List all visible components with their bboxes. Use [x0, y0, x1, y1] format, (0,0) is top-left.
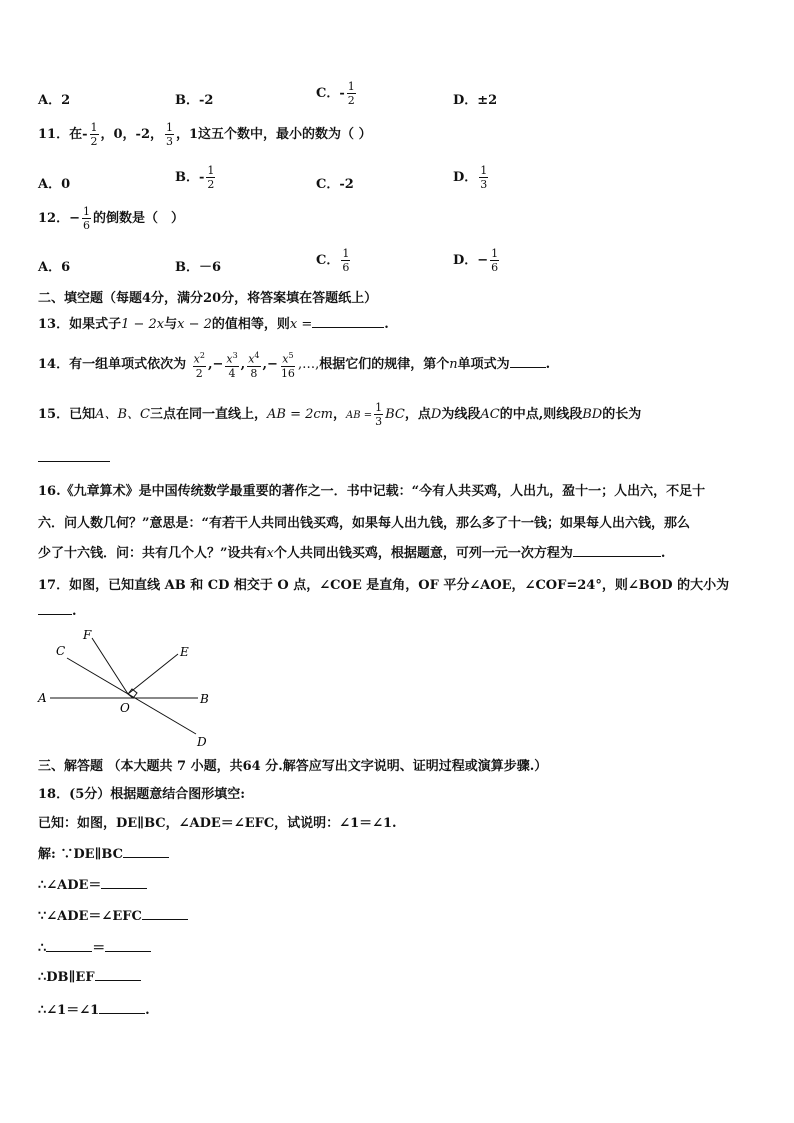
q10-option-a: A．2: [38, 93, 71, 108]
question-17-answer: .: [38, 602, 77, 619]
question-18-given: 已知：如图，DE∥BC，∠ADE＝∠EFC，试说明：∠1＝∠1.: [38, 816, 397, 831]
q18-step-1: 解: ∵DE∥BC: [38, 843, 169, 862]
q15-answer-blank[interactable]: [38, 449, 110, 462]
section-3-title: 三、解答题 （本大题共 7 小题，共64 分.解答应写出文字说明、证明过程或演算步骤.）: [38, 759, 548, 774]
q12-option-a: A．6: [38, 260, 71, 275]
question-13: 13．如果式子1 − 2x与x − 2的值相等，则x = .: [38, 317, 389, 332]
q10-option-b: B．-2: [175, 93, 214, 108]
label-d: D: [197, 735, 207, 749]
label-a: A: [38, 691, 47, 705]
question-16-line-1: 16.《九章算术》是中国传统数学最重要的著作之一．书中记载：“今有人共买鸡，人出九，盈十一；人出六，不足十: [38, 484, 706, 499]
section-2-title: 二、填空题（每题4分，满分20分，将答案填在答题纸上）: [38, 291, 378, 306]
q11-option-c: C．-2: [316, 177, 354, 192]
q18-step-6: ∴∠1＝∠1 .: [38, 1003, 150, 1018]
label-e: E: [180, 645, 189, 659]
question-16-line-3: 少了十六钱．问：共有几个人？”设共有x个人共同出钱买鸡，根据题意，可列一元一次方程为 .: [38, 546, 666, 561]
question-11: 11．在- $\frac{1}{2}$ ，0，-2， $\frac{1}{3}$ ，1这五个数中，最小的数为（ ）: [38, 121, 372, 148]
q11-option-d: D． $\frac{1}{3}$: [453, 164, 488, 191]
question-16-line-2: 六．问人数几何？”意思是：“有若干人共同出钱买鸡，如果每人出九钱，那么多了十一钱；如果每人出六钱，那么: [38, 516, 690, 531]
label-f: F: [83, 628, 92, 642]
question-15: 15．已知A、B、C三点在同一直线上，AB = 2cm，AB = $\frac{1}{3}$ BC，点D为线段AC的中点,则线段BD的长为: [38, 401, 642, 428]
question-17: 17．如图，已知直线 AB 和 CD 相交于 O 点，∠COE 是直角，OF 平分∠AOE，∠COF=24°，则∠BOD 的大小为: [38, 578, 730, 593]
q10-option-c: C．- $\frac{1}{2}$: [316, 80, 355, 107]
q18-step-3: ∵∠ADE＝∠EFC: [38, 905, 188, 924]
q12-option-d: D．− $\frac{1}{6}$: [453, 247, 499, 274]
question-14: 14．有一组单项式依次为 $\frac{x^2}{2}$ ,− $\frac{x^3}{4}$ , $\frac{x^4}{8}$ ,− $\frac{x^5}{16}$ ,…,根据它们的规律，第个n单项式为 .: [38, 351, 551, 380]
label-o: O: [120, 701, 130, 715]
q18-step-2: ∴∠ADE＝: [38, 874, 147, 893]
label-b: B: [200, 692, 209, 706]
q11-option-b: B．- $\frac{1}{2}$: [175, 164, 215, 191]
question-12: 12．− $\frac{1}{6}$ 的倒数是（ ）: [38, 205, 184, 232]
question-18-title: 18．(5分）根据题意结合图形填空:: [38, 787, 246, 802]
angle-figure: [36, 628, 236, 750]
q18-step-4: ∴ ＝: [38, 937, 151, 956]
q12-option-c: C． $\frac{1}{6}$: [316, 247, 350, 274]
label-c: C: [56, 644, 66, 658]
q12-option-b: B．－6: [175, 260, 222, 275]
q18-step-5: ∴DB∥EF: [38, 968, 141, 985]
q10-option-d: D．±2: [453, 93, 498, 108]
q11-option-a: A．0: [38, 177, 71, 192]
